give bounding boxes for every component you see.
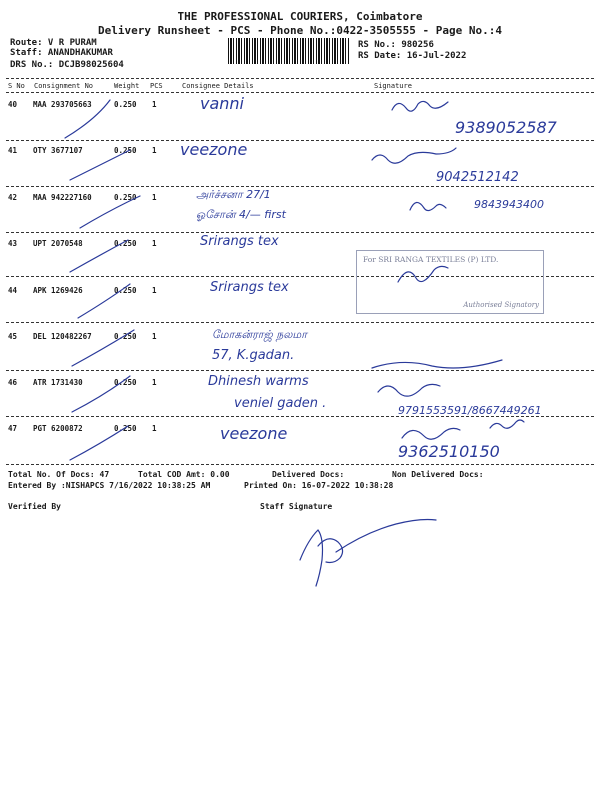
row-sno: 44	[8, 286, 18, 295]
printed-on: Printed On: 16-07-2022 10:38:28	[244, 481, 394, 490]
signature-phone-handwriting: 9389052587	[455, 118, 557, 137]
row-consignment: OTY 3677107	[33, 146, 83, 155]
row-weight: 0.250	[114, 286, 137, 295]
rs-number: RS No.: 980256	[358, 40, 434, 50]
row-consignment: MAA 942227160	[33, 193, 92, 202]
row-pcs: 1	[152, 239, 157, 248]
company-stamp	[356, 250, 544, 314]
row-weight: 0.250	[114, 193, 137, 202]
consignee-handwriting: vanni	[200, 94, 244, 113]
stamp-authorised: Authorised Signatory	[463, 301, 539, 309]
row-sno: 43	[8, 239, 18, 248]
signature-phone-handwriting: 9362510150	[398, 442, 500, 461]
delivered-docs: Delivered Docs:	[272, 470, 345, 479]
divider	[6, 232, 594, 233]
row-sno: 40	[8, 100, 18, 109]
row-weight: 0.250	[114, 332, 137, 341]
entered-by: Entered By :NISHAPCS 7/16/2022 10:38:25 AM	[8, 481, 211, 490]
total-cod: Total COD Amt: 0.00	[138, 470, 230, 479]
rs-date: RS Date: 16-Jul-2022	[358, 51, 467, 61]
runsheet-title: Delivery Runsheet - PCS - Phone No.:0422-3505555 - Page No.:4	[98, 24, 502, 37]
row-consignment: MAA 293705663	[33, 100, 92, 109]
consignee-handwriting: Dhinesh warms	[208, 374, 309, 389]
divider	[6, 78, 594, 79]
consignee-handwriting: மோகன்ராஜ் நலமா	[212, 328, 307, 341]
row-pcs: 1	[152, 146, 157, 155]
row-pcs: 1	[152, 286, 157, 295]
barcode-image	[228, 38, 350, 64]
row-pcs: 1	[152, 193, 157, 202]
consignee-handwriting: veezone	[180, 140, 248, 159]
non-delivered-docs: Non Delivered Docs:	[392, 470, 484, 479]
row-weight: 0.250	[114, 146, 137, 155]
row-weight: 0.250	[114, 424, 137, 433]
drs-number: DRS No.: DCJB98025604	[10, 60, 124, 70]
divider	[6, 140, 594, 141]
row-weight: 0.250	[114, 378, 137, 387]
stamp-company: For SRI RANGA TEXTILES (P) LTD.	[363, 255, 499, 264]
consignee-handwriting: veezone	[220, 424, 288, 443]
signature-phone-handwriting: 9042512142	[436, 170, 519, 185]
column-consignee: Consignee Details	[182, 82, 254, 90]
row-sno: 45	[8, 332, 18, 341]
row-sno: 47	[8, 424, 18, 433]
consignee-handwriting: அர்ச்சனா 27/1	[196, 188, 271, 201]
divider	[6, 416, 594, 417]
row-consignment: APK 1269426	[33, 286, 83, 295]
total-docs: Total No. Of Docs: 47	[8, 470, 110, 479]
consignee-handwriting: ஓசோன் 4/— first	[196, 208, 286, 221]
route-label: Route: V R PURAM	[10, 38, 97, 48]
column-consignment: Consignment No	[34, 82, 94, 90]
row-consignment: DEL 120482267	[33, 332, 92, 341]
row-sno: 46	[8, 378, 18, 387]
verified-by-label: Verified By	[8, 502, 61, 511]
column-weight: Weight	[114, 82, 140, 90]
divider	[6, 92, 594, 93]
row-pcs: 1	[152, 332, 157, 341]
row-weight: 0.250	[114, 100, 137, 109]
divider	[6, 186, 594, 187]
row-weight: 0.250	[114, 239, 137, 248]
row-consignment: ATR 1731430	[33, 378, 83, 387]
row-consignment: PGT 6200872	[33, 424, 83, 433]
column-signature: Signature	[374, 82, 412, 90]
consignee-handwriting: veniel gaden .	[234, 396, 327, 411]
row-pcs: 1	[152, 424, 157, 433]
consignee-handwriting: 57, K.gadan.	[212, 348, 295, 363]
staff-signature-label: Staff Signature	[260, 502, 333, 511]
divider	[6, 464, 594, 465]
divider	[6, 322, 594, 323]
divider	[6, 370, 594, 371]
signature-phone-handwriting: 9843943400	[474, 198, 544, 211]
company-title: THE PROFESSIONAL COURIERS, Coimbatore	[177, 10, 423, 23]
row-sno: 41	[8, 146, 18, 155]
signature-phone-handwriting: 9791553591/8667449261	[398, 404, 542, 417]
row-consignment: UPT 2070548	[33, 239, 83, 248]
row-pcs: 1	[152, 100, 157, 109]
consignee-handwriting: Srirangs tex	[210, 280, 289, 295]
row-sno: 42	[8, 193, 18, 202]
consignee-handwriting: Srirangs tex	[200, 234, 279, 249]
column-pcs: PCS	[150, 82, 163, 90]
staff-label: Staff: ANANDHAKUMAR	[10, 48, 113, 58]
column-sno: S No	[8, 82, 25, 90]
row-pcs: 1	[152, 378, 157, 387]
